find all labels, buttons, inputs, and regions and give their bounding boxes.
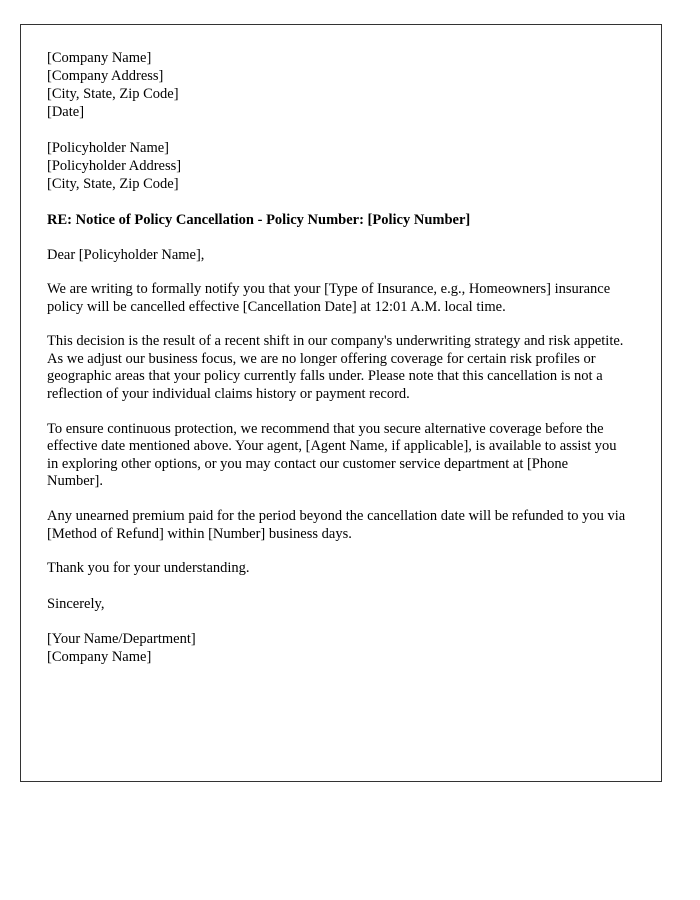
salutation-line: Dear [Policyholder Name], <box>47 247 205 263</box>
closing-line: Sincerely, <box>47 595 105 612</box>
sender-company-address: [Company Address] <box>47 68 164 84</box>
body-paragraph-3: To ensure continuous protection, we recommend that you secure alternative coverage before the effective date mentioned above. Your agent, [Agent Name, if applicable], is available to assist you in exploring other options, or you may contact our customer service department at [Phone Number]. <box>47 420 617 490</box>
sender-company-name: [Company Name] <box>47 50 152 66</box>
sender-city-state-zip: [City, State, Zip Code] <box>47 86 179 102</box>
signer-company-name: [Company Name] <box>47 648 152 665</box>
recipient-policyholder-name: [Policyholder Name] <box>47 140 170 156</box>
letter-date: [Date] <box>47 104 85 120</box>
body-paragraph-5: Thank you for your understanding. <box>47 560 250 577</box>
letter-page <box>20 24 662 782</box>
body-paragraph-1: We are writing to formally notify you that your [Type of Insurance, e.g., Homeowners] insurance policy will be cancelled effective [Cancellation Date] at 12:01 A.M. local time. <box>47 281 611 315</box>
body-paragraph-2: This decision is the result of a recent shift in our company's underwriting strategy and risk appetite. As we adjust our business focus, we are no longer offering coverage for certain risk profiles or geographic areas that your policy currently falls under. Please note that this cancellation is not a reflection of your individual claims history or payment record. <box>47 333 624 402</box>
recipient-city-state-zip: [City, State, Zip Code] <box>47 176 179 192</box>
subject-line: RE: Notice of Policy Cancellation - Policy Number: [Policy Number] <box>47 212 471 228</box>
sender-address-block <box>47 49 635 121</box>
recipient-address-block <box>47 139 635 193</box>
signer-name-department: [Your Name/Department] <box>47 630 196 647</box>
body-paragraph-4: Any unearned premium paid for the period beyond the cancellation date will be refunded to you via [Method of Refund] within [Number] business days. <box>47 507 626 542</box>
recipient-policyholder-address: [Policyholder Address] <box>47 158 182 174</box>
letter-body <box>21 25 661 666</box>
signature-block <box>47 630 635 666</box>
